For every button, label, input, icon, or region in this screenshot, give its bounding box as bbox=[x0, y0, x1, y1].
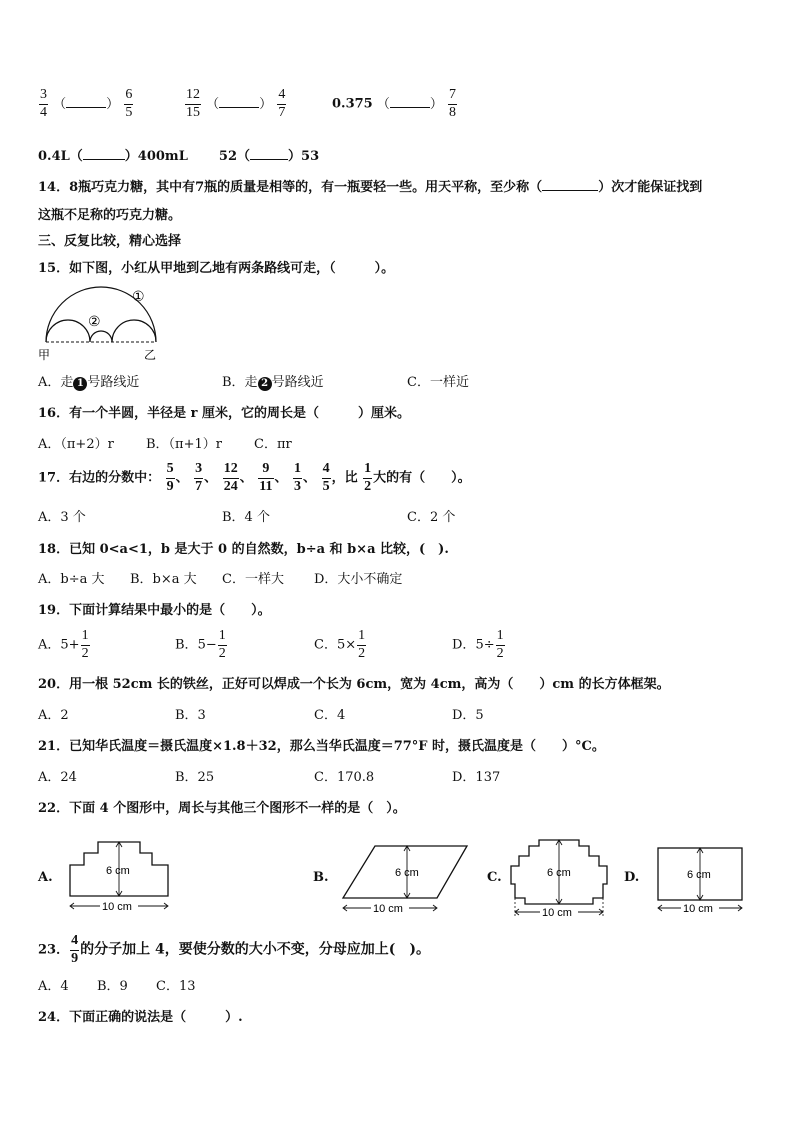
option-a[interactable]: A．b÷a 大 bbox=[38, 572, 105, 587]
option-b[interactable]: B．25 bbox=[175, 770, 215, 785]
option-c-label[interactable]: C. bbox=[487, 870, 502, 885]
question-16: 16．有一个半圆，半径是 r 厘米，它的周长是（ ）厘米。 bbox=[38, 406, 410, 421]
small-semicircle bbox=[46, 320, 90, 342]
width-label: 10 cm bbox=[102, 901, 132, 913]
option-c[interactable]: C．5× $\frac{1}{2}$ bbox=[314, 628, 366, 661]
fraction: $\frac{9}{11}$ bbox=[259, 461, 273, 494]
route-diagram bbox=[36, 284, 166, 364]
compare-row-1: $\frac{3}{4}$ （ ） $\frac{6}{5}$ bbox=[40, 87, 133, 120]
circled-number: 2 bbox=[258, 377, 272, 391]
question-19: 19．下面计算结果中最小的是（ ）。 bbox=[38, 603, 271, 618]
question-15: 15．如下图，小红从甲地到乙地有两条路线可走，（ ）。 bbox=[38, 261, 395, 276]
option-d[interactable]: D．大小不确定 bbox=[314, 572, 403, 587]
option-c[interactable]: C．2 个 bbox=[407, 510, 456, 525]
option-d[interactable]: D．5÷ $\frac{1}{2}$ bbox=[452, 628, 504, 661]
fraction: $\frac{1}{2}$ bbox=[496, 628, 504, 661]
answer-blank[interactable] bbox=[66, 96, 106, 108]
question-22: 22．下面 4 个图形中，周长与其他三个图形不一样的是（ ）。 bbox=[38, 801, 406, 816]
option-c[interactable]: C．一样近 bbox=[407, 375, 469, 390]
option-b-label[interactable]: B. bbox=[313, 870, 329, 885]
answer-blank[interactable] bbox=[83, 148, 125, 160]
question-14: 14．8瓶巧克力糖，其中有7瓶的质量是相等的，有一瓶要轻一些。用天平称，至少称（ ）次才能保证找到 bbox=[38, 180, 703, 195]
option-b[interactable]: B．9 bbox=[97, 979, 128, 994]
option-b[interactable]: B．5− $\frac{1}{2}$ bbox=[175, 628, 226, 661]
width-label: 10 cm bbox=[373, 903, 403, 914]
height-label: 6 cm bbox=[395, 867, 419, 879]
route-1-label: ① bbox=[132, 288, 145, 304]
fraction: $\frac{6}{5}$ bbox=[125, 87, 133, 120]
fraction: $\frac{3}{7}$ bbox=[195, 461, 203, 494]
decimal-value: 0.375 bbox=[332, 96, 373, 112]
option-b[interactable]: B．4 个 bbox=[222, 510, 270, 525]
answer-blank[interactable] bbox=[219, 96, 259, 108]
question-17: 17．右边的分数中： $\frac{5}{9}$ 、 $\frac{3}{7}$ 、 $\frac{12}{24}$ 、 $\frac{9}{11}$ 、 $\frac{1}{3}$ 、 $\frac{4}{5}$ ，比 $\frac{1}{2}$ 大的有（ ）。 bbox=[38, 461, 471, 494]
option-d[interactable]: D．137 bbox=[452, 770, 501, 785]
answer-blank[interactable] bbox=[390, 96, 430, 108]
option-a[interactable]: A．24 bbox=[38, 770, 77, 785]
height-label: 6 cm bbox=[547, 867, 571, 879]
height-label: 6 cm bbox=[106, 865, 130, 877]
fraction: $\frac{12}{24}$ bbox=[223, 461, 238, 494]
fraction: $\frac{3}{4}$ bbox=[40, 87, 47, 120]
question-18: 18．已知 0<a<1，b 是大于 0 的自然数，b÷a 和 b×a 比较，( ). bbox=[38, 542, 449, 557]
fraction: $\frac{12}{15}$ bbox=[186, 87, 200, 120]
fraction: $\frac{4}{9}$ bbox=[71, 933, 79, 966]
figure-b bbox=[337, 838, 472, 914]
compare-row-1c: 0.375 （ ） $\frac{7}{8}$ bbox=[332, 87, 457, 120]
width-label: 10 cm bbox=[683, 903, 713, 915]
compare-row-1b: $\frac{12}{15}$ （ ） $\frac{4}{7}$ bbox=[186, 87, 286, 120]
figure-d bbox=[652, 842, 748, 916]
fraction: $\frac{1}{2}$ bbox=[218, 628, 226, 661]
width-label: 10 cm bbox=[542, 907, 572, 919]
option-b[interactable]: B．3 bbox=[175, 708, 206, 723]
answer-blank[interactable] bbox=[250, 148, 288, 160]
figure-c bbox=[507, 836, 617, 920]
option-b[interactable]: B．走 2 号路线近 bbox=[222, 375, 324, 390]
route-2-label: ② bbox=[88, 313, 101, 329]
option-a[interactable]: A．4 bbox=[38, 979, 69, 994]
question-23: 23． $\frac{4}{9}$ 的分子加上 4，要使分数的大小不变，分母应加上( )。 bbox=[38, 933, 430, 966]
option-c[interactable]: C．4 bbox=[314, 708, 346, 723]
question-24: 24．下面正确的说法是（ ）. bbox=[38, 1010, 243, 1025]
height-label: 6 cm bbox=[687, 869, 711, 881]
option-c[interactable]: C．170.8 bbox=[314, 770, 375, 785]
question-20: 20．用一根 52cm 长的铁丝，正好可以焊成一个长为 6cm，宽为 4cm，高为（ ）cm 的长方体框架。 bbox=[38, 677, 670, 692]
option-a[interactable]: A．走 1 号路线近 bbox=[38, 375, 140, 390]
option-c[interactable]: C．πr bbox=[254, 437, 292, 452]
question-14-line2: 这瓶不足称的巧克力糖。 bbox=[38, 208, 182, 223]
small-semicircle bbox=[90, 331, 112, 342]
fraction: $\frac{4}{7}$ bbox=[278, 87, 286, 120]
fraction: $\frac{1}{2}$ bbox=[358, 628, 366, 661]
fraction: $\frac{5}{9}$ bbox=[166, 461, 174, 494]
option-d[interactable]: D．5 bbox=[452, 708, 484, 723]
option-a[interactable]: A．（π+2）r bbox=[38, 437, 114, 452]
fraction: $\frac{1}{3}$ bbox=[294, 461, 302, 494]
start-label: 甲 bbox=[38, 348, 51, 362]
small-semicircle bbox=[112, 320, 156, 342]
fraction: $\frac{4}{5}$ bbox=[322, 461, 330, 494]
section-heading: 三、反复比较，精心选择 bbox=[38, 234, 182, 249]
fraction: $\frac{1}{2}$ bbox=[81, 628, 89, 661]
option-c[interactable]: C．一样大 bbox=[222, 572, 284, 587]
answer-blank[interactable] bbox=[542, 179, 598, 191]
figure-a bbox=[64, 838, 180, 914]
option-a[interactable]: A．3 个 bbox=[38, 510, 86, 525]
option-b[interactable]: B．（π+1）r bbox=[146, 437, 222, 452]
fraction: $\frac{7}{8}$ bbox=[449, 87, 457, 120]
fraction: $\frac{1}{2}$ bbox=[364, 461, 372, 494]
option-b[interactable]: B．b×a 大 bbox=[130, 572, 197, 587]
compare-row-2: 0.4L（ ）400mL 52（ ）53 bbox=[38, 149, 320, 164]
circled-number: 1 bbox=[73, 377, 87, 391]
question-21: 21．已知华氏温度＝摄氏温度×1.8＋32，那么当华氏温度＝77°F 时，摄氏温度是（ ）°C。 bbox=[38, 739, 605, 754]
option-d-label[interactable]: D. bbox=[624, 870, 640, 885]
end-label: 乙 bbox=[144, 348, 157, 362]
option-a[interactable]: A．2 bbox=[38, 708, 69, 723]
option-a[interactable]: A．5+ $\frac{1}{2}$ bbox=[38, 628, 89, 661]
option-c[interactable]: C．13 bbox=[156, 979, 196, 994]
option-a-label[interactable]: A. bbox=[38, 870, 53, 885]
